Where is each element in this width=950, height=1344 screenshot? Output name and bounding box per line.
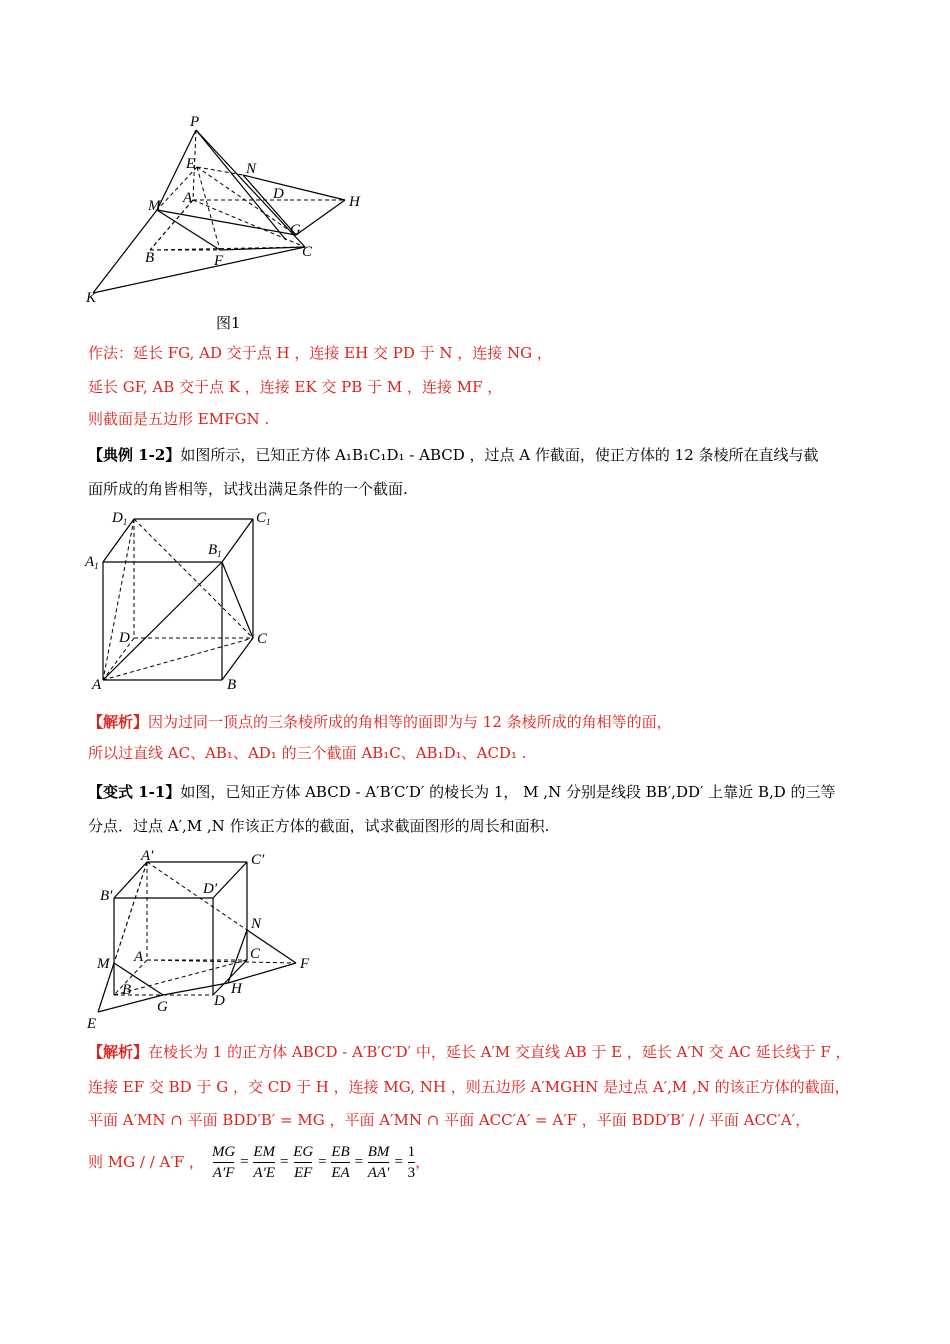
label-B-prime: B′ <box>100 888 113 904</box>
label-K: K <box>86 290 97 306</box>
example-1-2-text-1: 如图所示，已知正方体 A₁B₁C₁D₁ - ABCD ，过点 A 作截面，使正方体的 12 条棱所在直线与截 <box>180 446 819 464</box>
label-N: N <box>246 161 257 177</box>
label-A: A <box>134 949 144 965</box>
label-B1: $B_1$ <box>208 542 222 559</box>
analysis-2-line-3: 平面 A′MN ∩ 平面 BDD′B′ = MG ，平面 A′MN ∩ 平面 ACC′A′ = A′F ，平面 BDD′B′ / / 平面 ACC′A′， <box>88 1111 811 1129</box>
example-1-2-tag: 【典例 1-2】 <box>88 446 181 464</box>
label-D-prime: D′ <box>203 881 218 897</box>
label-D: D <box>214 993 225 1009</box>
fraction: $\frac{BM}{AA'}$ <box>367 1143 390 1181</box>
label-G: G <box>290 222 301 238</box>
label-C1: $C_1$ <box>256 510 271 527</box>
variant-1-1-text-1: 如图，已知正方体 ABCD - A′B′C′D′ 的棱长为 1， M ,N 分别是线段 BB′,DD′ 上靠近 B,D 的三等 <box>180 783 836 801</box>
example-1-2-line-2: 面所成的角皆相等，试找出满足条件的一个截面. <box>88 480 408 498</box>
variant-1-1-line-2: 分点．过点 A′,M ,N 作该正方体的截面，试求截面图形的周长和面积. <box>88 817 550 835</box>
label-B: B <box>227 677 237 693</box>
label-E: E <box>186 156 196 172</box>
label-F: F <box>300 956 310 972</box>
label-C: C <box>250 946 261 962</box>
figure-3-cube-section <box>0 0 400 1040</box>
label-P: P <box>190 114 200 130</box>
label-A: A <box>92 677 102 693</box>
label-C: C <box>257 631 268 647</box>
analysis-2-line-4: 则 MG / / A′F ， $\frac{MG}{A'F}$ = $\frac{EM}{A'E}$ = $\frac{EG}{EF}$ = $\frac{EB}{EA}$ = $\frac{BM}{AA'}$ = $\frac{1}{3}$ ， <box>88 1143 431 1181</box>
label-B: B <box>145 250 155 266</box>
label-N: N <box>251 916 262 932</box>
fraction: $\frac{EM}{A'E}$ <box>253 1143 276 1181</box>
fraction: $\frac{EG}{EF}$ <box>293 1143 314 1181</box>
analysis-1-line-2: 所以过直线 AC、AB₁、AD₁ 的三个截面 AB₁C、AB₁D₁、ACD₁ . <box>88 744 527 762</box>
label-D1: $D_1$ <box>112 510 128 527</box>
label-D: D <box>273 186 284 202</box>
label-F: F <box>214 253 224 269</box>
fraction: $\frac{MG}{A'F}$ <box>211 1143 236 1181</box>
fraction: $\frac{EB}{EA}$ <box>331 1143 350 1181</box>
label-E: E <box>87 1016 97 1032</box>
label-G: G <box>157 999 168 1015</box>
variant-1-1-tag: 【变式 1-1】 <box>88 783 181 801</box>
analysis-1-text-1: 因为过同一顶点的三条棱所成的角相等的面即为与 12 条棱所成的角相等的面， <box>148 713 672 731</box>
label-B: B <box>122 982 132 998</box>
analysis-2-line-4-pre: 则 MG / / A′F ， <box>88 1153 204 1171</box>
label-A1: $A_1$ <box>85 554 99 571</box>
method-line-2: 延长 GF, AB 交于点 K ，连接 EK 交 PB 于 M ，连接 MF ， <box>88 378 503 396</box>
label-C: C <box>302 244 313 260</box>
analysis-2-text-1: 在棱长为 1 的正方体 ABCD - A′B′C′D′ 中，延长 A′M 交直线 AB 于 E ，延长 A′N 交 AC 延长线于 F ， <box>148 1043 851 1061</box>
label-A-prime: A′ <box>141 848 154 864</box>
method-line-3: 则截面是五边形 EMFGN . <box>88 410 270 428</box>
analysis-2-line-2: 连接 EF 交 BD 于 G ，交 CD 于 H ，连接 MG, NH ，则五边形 A′MGHN 是过点 A′,M ,N 的该正方体的截面， <box>88 1078 850 1096</box>
method-line-1: 作法：延长 FG, AD 交于点 H ，连接 EH 交 PD 于 N ，连接 NG ， <box>88 344 552 362</box>
fraction: $\frac{1}{3}$ <box>407 1143 416 1181</box>
analysis-2-line-4-post: ， <box>415 1153 431 1171</box>
label-M: M <box>148 198 161 214</box>
analysis-1-tag: 【解析】 <box>88 713 149 731</box>
analysis-2-tag: 【解析】 <box>88 1043 149 1061</box>
label-D: D <box>119 630 130 646</box>
label-H: H <box>349 194 360 210</box>
label-H: H <box>231 981 242 997</box>
label-C-prime: C′ <box>251 852 265 868</box>
analysis-2-line-1 <box>88 1042 851 1062</box>
label-A: A <box>183 190 193 206</box>
label-M: M <box>97 956 110 972</box>
figure-1-caption: 图1 <box>216 314 241 332</box>
